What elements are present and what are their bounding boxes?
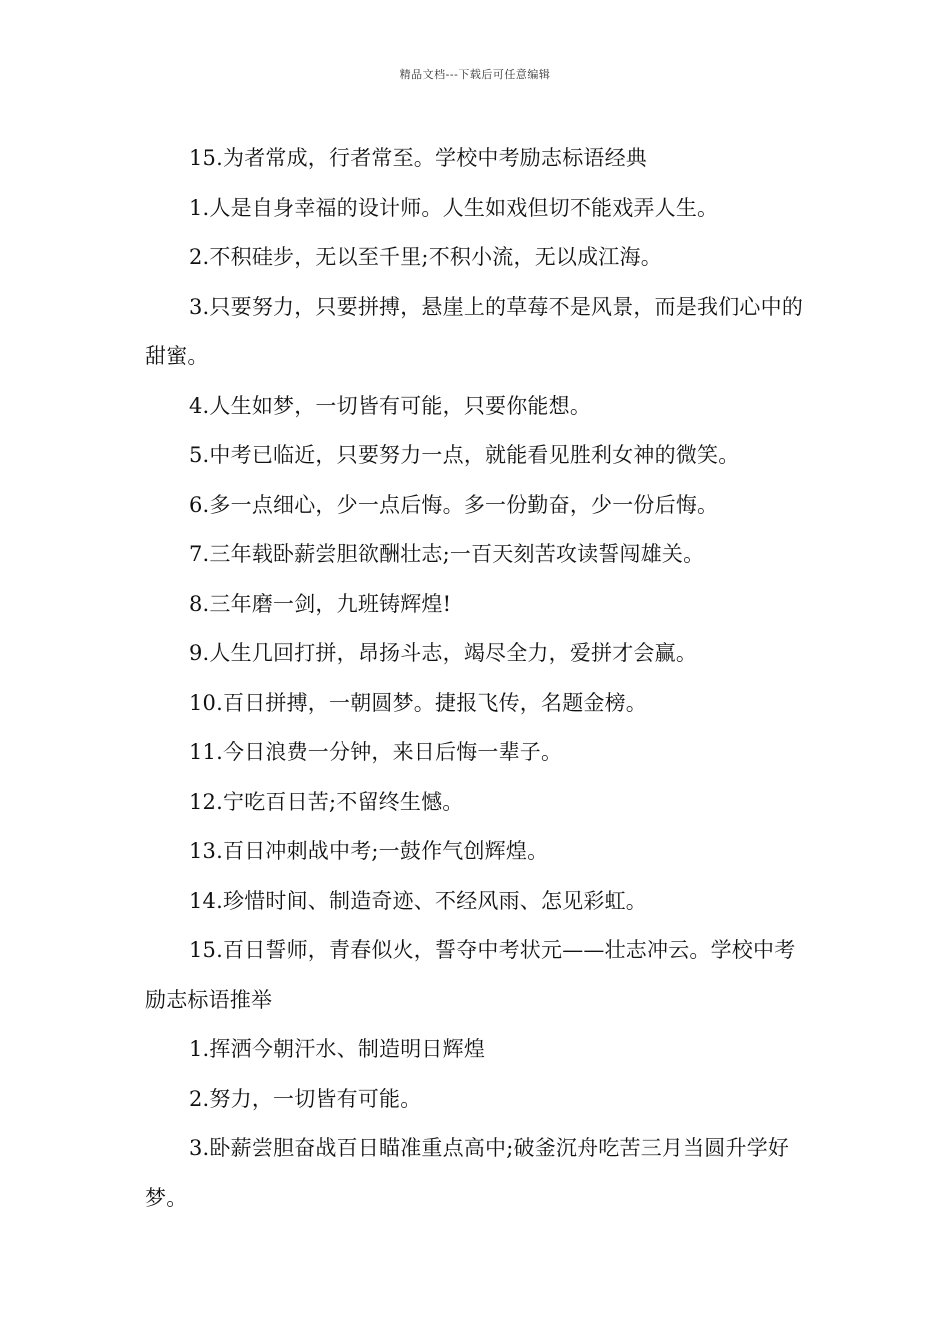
paragraph: 15.为者常成，行者常至。学校中考励志标语经典 [189, 146, 647, 170]
paragraph: 1.挥洒今朝汗水、制造明日辉煌 [189, 1037, 486, 1061]
paragraph: 10.百日拼搏，一朝圆梦。捷报飞传，名题金榜。 [189, 690, 647, 715]
paragraph: 3.卧薪尝胆奋战百日瞄准重点高中;破釜沉舟吃苦三月当圆升学好梦。 [145, 1136, 790, 1210]
paragraph: 6.多一点细心，少一点后悔。多一份勤奋，少一份后悔。 [189, 492, 719, 517]
paragraph: 3.只要努力，只要拼搏，悬崖上的草莓不是风景，而是我们心中的甜蜜。 [145, 294, 804, 368]
paragraph: 7.三年载卧薪尝胆欲酬壮志;一百天刻苦攻读誓闯雄关。 [189, 542, 705, 566]
document-body [145, 134, 810, 1223]
page-header: 精品文档---下载后可任意编辑 [399, 68, 551, 81]
paragraph: 9.人生几回打拼，昂扬斗志，竭尽全力，爱拼才会赢。 [189, 641, 698, 665]
paragraph: 14.珍惜时间、制造奇迹、不经风雨、怎见彩虹。 [189, 888, 647, 913]
paragraph: 2.不积硅步，无以至千里;不积小流，无以成江海。 [189, 245, 662, 269]
paragraph: 13.百日冲刺战中考;一鼓作气创辉煌。 [189, 839, 549, 863]
paragraph: 4.人生如梦，一切皆有可能，只要你能想。 [189, 393, 592, 418]
paragraph: 11.今日浪费一分钟，来日后悔一辈子。 [189, 740, 563, 764]
paragraph: 12.宁吃百日苦;不留终生憾。 [189, 789, 464, 814]
paragraph: 5.中考已临近，只要努力一点，就能看见胜利女神的微笑。 [189, 443, 740, 467]
paragraph: 8.三年磨一剑，九班铸辉煌! [189, 591, 452, 616]
paragraph: 2.努力，一切皆有可能。 [189, 1086, 422, 1111]
paragraph: 15.百日誓师，青春似火，誓夺中考状元——壮志冲云。学校中考励志标语推举 [145, 938, 796, 1012]
paragraph: 1.人是自身幸福的设计师。人生如戏但切不能戏弄人生。 [189, 195, 719, 220]
